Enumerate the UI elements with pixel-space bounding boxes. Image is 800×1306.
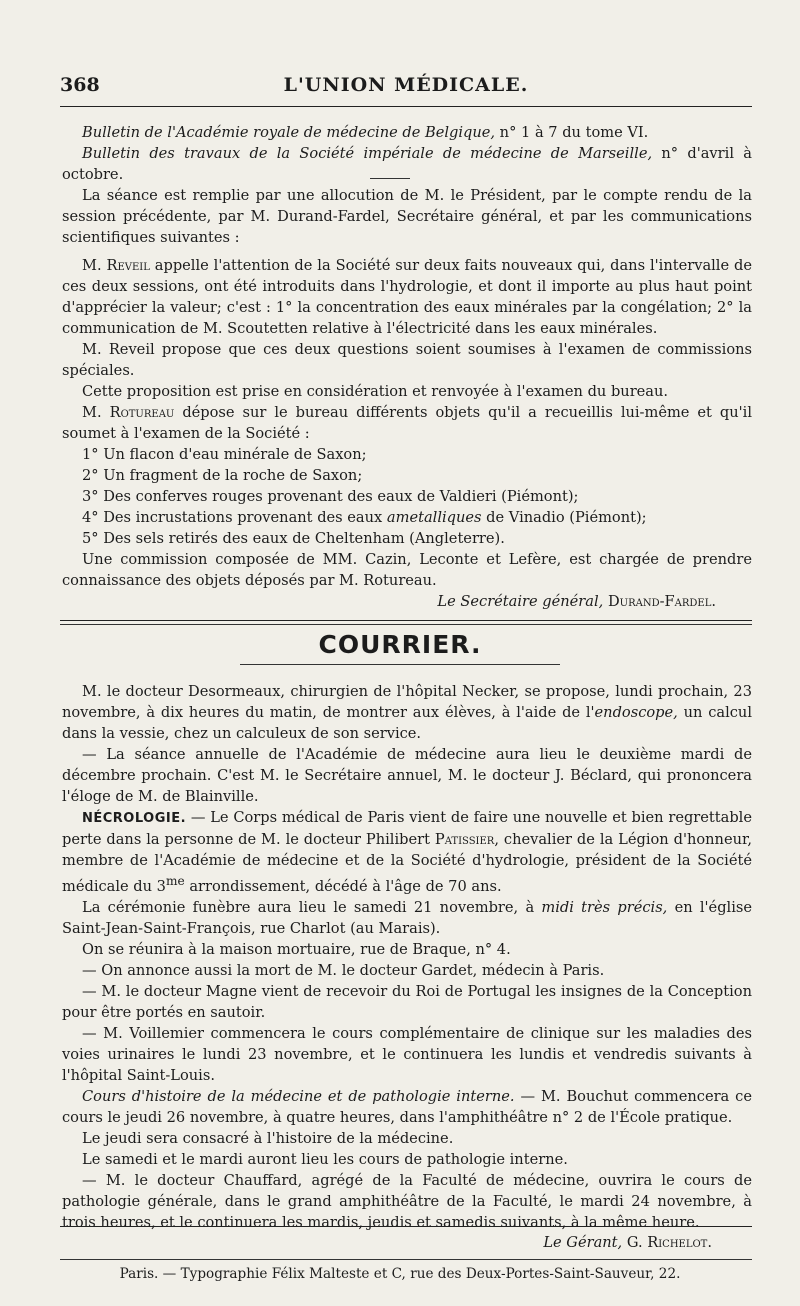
section-rule-top-thin — [60, 624, 752, 625]
text-italic: midi très précis, — [541, 898, 668, 916]
object-italic: ametalliques — [386, 509, 482, 526]
running-title: L'UNION MÉDICALE. — [283, 74, 529, 96]
rotureau-name: Rotureau — [109, 404, 175, 421]
commission-paragraph: Une commission composée de MM. Cazin, Leconte et Lefère, est chargée de prendre connaissance des objets déposés par M. Rotureau. — [62, 551, 752, 589]
jeudi-paragraph: Le jeudi sera consacré à l'histoire de la médecine. — [82, 1129, 454, 1147]
bulletin-title: Bulletin des travaux de la Société impériale de médecine de Marseille, — [82, 145, 653, 162]
voillemier-paragraph: — M. Voillemier commencera le cours complémentaire de clinique sur les maladies des voies urinaires le lundi 23 novembre, et le continuera les lundis et vendredis suivants à l'hôpital Saint-Louis. — [62, 1024, 752, 1084]
short-divider — [370, 178, 410, 179]
object-item: 1° Un flacon d'eau minérale de Saxon; — [82, 446, 367, 463]
reveil-text: appelle l'attention de la Société sur deux faits nouveaux qui, dans l'intervalle de ces deux sessions, ont été introduits dans l'hydrologie, et dont il importe au plus haut point d'apprécier la valeur; c'est : 1° la concentration des eaux minérales par la congélation; 2° la communication de M. Scoutetten relative à l'électricité dans les eaux minérales. — [62, 257, 752, 337]
gerant-signature — [62, 1232, 752, 1253]
section-title-underline — [240, 664, 560, 665]
signature-role: Le Secrétaire général, — [437, 593, 604, 610]
object-item: 2° Un fragment de la roche de Saxon; — [82, 467, 363, 484]
reveil-proposal: M. Reveil propose que ces deux questions soient soumises à l'examen de commissions spéciales. — [62, 341, 752, 379]
text-run: La cérémonie funèbre aura lieu le samedi 21 novembre, à — [82, 898, 542, 916]
header-rule — [60, 106, 752, 107]
printer-imprint — [0, 1266, 800, 1282]
funeral-paragraph — [62, 897, 752, 939]
text-italic: endoscope, — [594, 704, 678, 721]
closing-rule — [60, 1226, 752, 1227]
deceased-name: Patissier, — [434, 831, 499, 848]
page-header — [60, 74, 752, 104]
courrier-section — [62, 681, 752, 1233]
signature-name: Durand-Fardel. — [607, 593, 716, 610]
bulletin-title: Bulletin de l'Académie royale de médecine de Belgique, — [82, 124, 496, 141]
object-item — [62, 507, 752, 528]
text-run: M. le docteur Desormeaux, chirurgien de l'hôpital Necker, se propose, lundi prochain, 23 novembre, à dix heures du matin, de montrer aux élèves, à l'aide de l' — [62, 683, 752, 721]
gerant-role: Le Gérant, — [543, 1234, 623, 1251]
bulletins-list — [62, 122, 752, 185]
proposal-fate: Cette proposition est prise en considération et renvoyée à l'examen du bureau. — [82, 383, 669, 400]
reveil-name: Reveil — [106, 257, 150, 274]
bulletin-item — [62, 122, 752, 143]
rotureau-paragraph: M. Rotureau dépose sur le bureau différents objets qu'il a recueillis lui-même et qu'il soumet à l'examen de la Société : — [62, 404, 752, 442]
text-run: un calcul dans la vessie, chez un calculeux de son service. — [62, 704, 752, 742]
desormeaux-paragraph — [62, 681, 752, 744]
necrologie-label: NÉCROLOGIE. — [82, 811, 187, 826]
page-number: 368 — [60, 74, 100, 96]
object-item: 5° Des sels retirés des eaux de Cheltenham (Angleterre). — [82, 530, 505, 547]
meeting-paragraph: On se réunira à la maison mortuaire, rue de Braque, n° 4. — [82, 940, 511, 958]
object-item: 3° Des conferves rouges provenant des eaux de Valdieri (Piémont); — [82, 488, 579, 505]
samedi-paragraph: Le samedi et le mardi auront lieu les cours de pathologie interne. — [82, 1150, 568, 1168]
gardet-paragraph: — On annonce aussi la mort de M. le docteur Gardet, médecin à Paris. — [82, 961, 605, 979]
rotureau-text: dépose sur le bureau différents objets qu'il a recueillis lui-même et qu'il soumet à l'examen de la Société : — [62, 404, 752, 442]
session-opening: La séance est remplie par une allocution de M. le Président, par le compte rendu de la session précédente, par M. Durand-Fardel, Secrétaire général, et par les communications scientifiques suivantes : — [62, 187, 752, 246]
section-title: COURRIER. — [318, 630, 482, 659]
academie-paragraph: — La séance annuelle de l'Académie de médecine aura lieu le deuxième mardi de décembre prochain. C'est M. le Secrétaire annuel, M. le docteur J. Béclard, qui prononcera l'éloge de M. de Blainville. — [62, 746, 752, 805]
text-run: chevalier de la Légion d'honneur, membre de l'Académie de médecine et de la Société d'hydrologie, président de la Société médicale du 3 — [62, 831, 752, 895]
object-text: 4° Des incrustations provenant des eaux — [82, 509, 387, 526]
gerant-name: G. Richelot. — [626, 1234, 712, 1251]
reveil-paragraph: M. Reveil appelle l'attention de la Société sur deux faits nouveaux qui, dans l'intervalle de ces deux sessions, ont été introduits dans l'hydrologie, et dont il importe au plus haut point d'apprécier la valeur; c'est : 1° la concentration des eaux minérales par la congélation; 2° la communication de M. Scoutetten relative à l'électricité dans les eaux minérales. — [62, 257, 752, 337]
text-run: en l'église Saint-Jean-Saint-François, rue Charlot (au Marais). — [62, 898, 752, 937]
secretary-signature — [62, 591, 752, 612]
text-run: — Le Corps médical de Paris vient de faire une nouvelle et bien regrettable perte dans la personne de M. le docteur Philibert — [62, 809, 752, 848]
text-run: — M. Bouchut commencera ce cours le jeudi 26 novembre, à quatre heures, dans l'amphithéâtre n° 2 de l'École pratique. — [62, 1087, 752, 1126]
bulletin-detail: n° 1 à 7 du tome VI. — [495, 124, 649, 141]
superscript: me — [165, 874, 185, 888]
session-report — [62, 185, 752, 612]
footer-rule — [60, 1259, 752, 1260]
bulletin-detail: n° d'avril à octobre. — [62, 145, 752, 183]
section-rule-top — [60, 620, 752, 621]
object-text-end: de Vinadio (Piémont); — [481, 509, 647, 526]
bouchut-paragraph — [62, 1086, 752, 1128]
chauffard-paragraph: — M. le docteur Chauffard, agrégé de la Faculté de médecine, ouvrira le cours de pathologie générale, dans le grand amphithéâtre de la Faculté, le mardi 24 novembre, à trois heures, et le continuera les mardis, jeudis et samedis suivants, à la même heure. — [62, 1171, 752, 1231]
magne-paragraph: — M. le docteur Magne vient de recevoir du Roi de Portugal les insignes de la Conception pour être portés en sautoir. — [62, 982, 752, 1021]
course-title: Cours d'histoire de la médecine et de pathologie interne. — [82, 1087, 515, 1105]
text-run: arrondissement, décédé à l'âge de 70 ans. — [184, 877, 502, 895]
imprint-text: Paris. — Typographie Félix Malteste et C, rue des Deux-Portes-Saint-Sauveur, 22. — [119, 1266, 681, 1282]
necrologie-paragraph — [62, 807, 752, 897]
